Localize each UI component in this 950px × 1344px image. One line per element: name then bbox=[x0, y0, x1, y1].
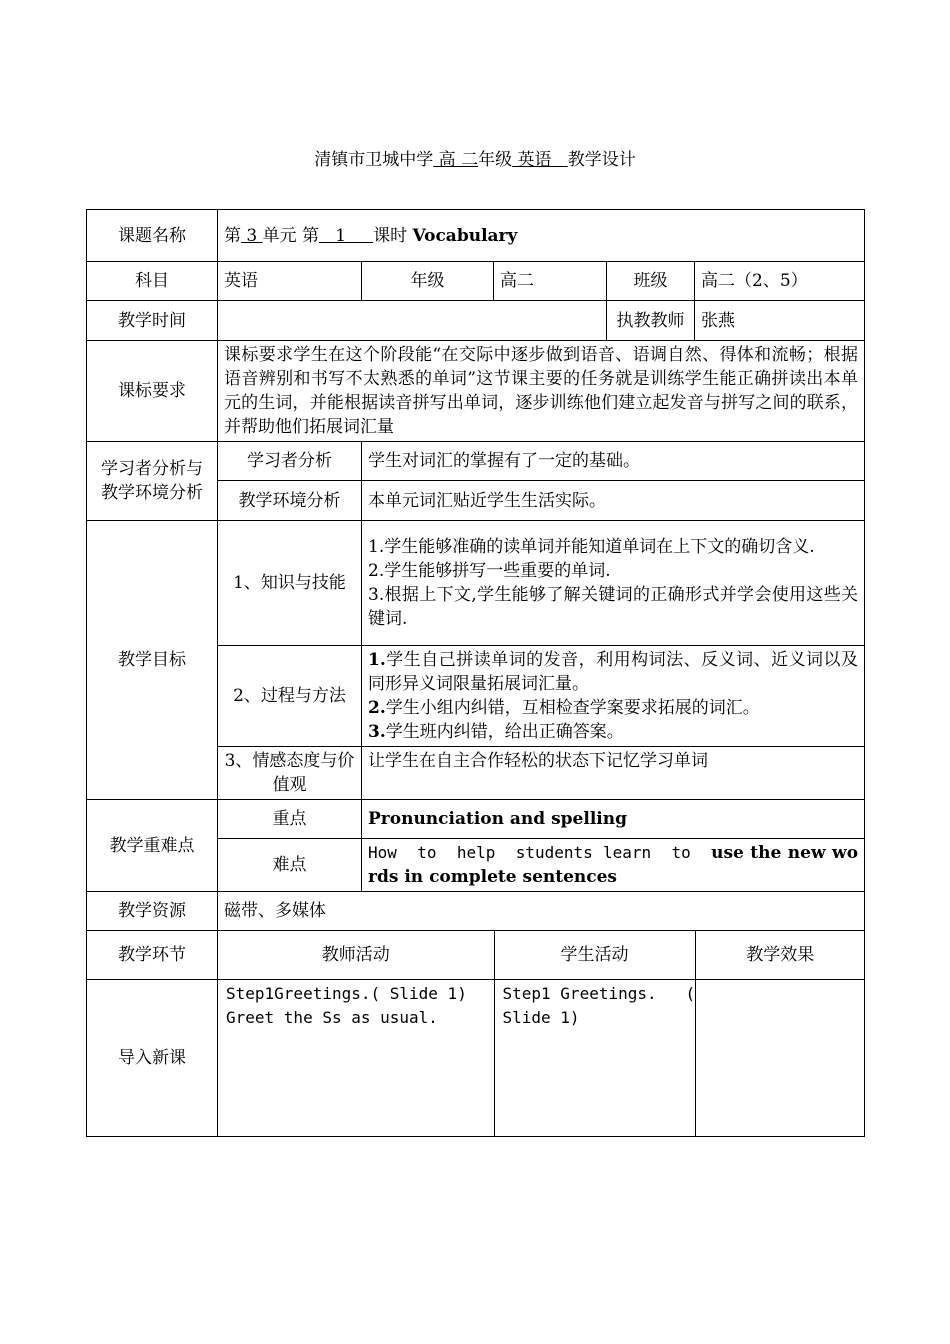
process-line bbox=[368, 696, 858, 720]
process-line-text: 学生小组内纠错，互相检查学案要求拓展的词汇。 bbox=[385, 698, 760, 718]
environment-label: 教学环境分析 bbox=[218, 481, 362, 521]
row-time bbox=[87, 301, 865, 341]
lesson-plan-table bbox=[86, 209, 865, 1137]
knowledge-line: 3.根据上下文,学生能够了解关键词的正确形式并学会使用这些关键词. bbox=[368, 585, 859, 629]
intro-student-activity bbox=[494, 980, 695, 1136]
intro-subtable bbox=[218, 980, 865, 1136]
intro-label: 导入新课 bbox=[87, 980, 218, 1137]
intro-teacher-line: Step1Greetings.( Slide 1) bbox=[226, 984, 467, 1003]
process-num: 3. bbox=[368, 722, 386, 742]
process-line-text: 学生班内纠错，给出正确答案。 bbox=[385, 722, 624, 742]
process-label: 2、过程与方法 bbox=[218, 646, 362, 747]
knowledge-line: 2.学生能够拼写一些重要的单词. bbox=[368, 561, 611, 581]
difficulty-label: 难点 bbox=[218, 839, 362, 892]
learner-label: 学习者分析 bbox=[218, 442, 362, 481]
class-value: 高二（2、5） bbox=[695, 262, 865, 301]
subject-label: 科目 bbox=[87, 262, 218, 301]
row-process-header bbox=[87, 931, 865, 980]
analysis-label: 学习者分析与教学环境分析 bbox=[87, 442, 218, 521]
resources-label: 教学资源 bbox=[87, 892, 218, 931]
time-label: 教学时间 bbox=[87, 301, 218, 341]
key-text: Pronunciation and spelling bbox=[362, 800, 865, 839]
emotion-text: 让学生在自主合作轻松的状态下记忆学习单词 bbox=[362, 747, 865, 800]
environment-text: 本单元词汇贴近学生生活实际。 bbox=[362, 481, 865, 521]
learner-text: 学生对词汇的掌握有了一定的基础。 bbox=[362, 442, 865, 481]
subject-blank: 英语 bbox=[512, 150, 568, 170]
row-topic bbox=[87, 210, 865, 262]
process-num: 2. bbox=[368, 698, 386, 718]
intro-cell bbox=[218, 980, 865, 1137]
unit-number: 3 bbox=[241, 225, 263, 246]
standard-label: 课标要求 bbox=[87, 341, 218, 442]
lesson-name: Vocabulary bbox=[412, 225, 518, 246]
school-name: 清镇市卫城中学 bbox=[314, 150, 434, 170]
row-subject bbox=[87, 262, 865, 301]
intro-teacher-activity bbox=[218, 980, 494, 1136]
subject-value: 英语 bbox=[218, 262, 362, 301]
class-label: 班级 bbox=[607, 262, 695, 301]
difficulty-text bbox=[362, 839, 865, 892]
topic-value bbox=[218, 210, 865, 262]
process-line-text: 学生自己拼读单词的发音，利用构词法、反义词、近义词以及同形异义词限量拓展词汇量。 bbox=[368, 650, 859, 694]
grade-label: 年级 bbox=[362, 262, 494, 301]
student-activity-header: 学生活动 bbox=[494, 931, 695, 979]
teacher-activity-header: 教师活动 bbox=[218, 931, 494, 979]
time-value bbox=[218, 301, 607, 341]
goals-label: 教学目标 bbox=[87, 521, 218, 800]
process-line bbox=[368, 720, 858, 744]
unit-mid: 单元 第 bbox=[262, 225, 320, 246]
emotion-label: 3、情感态度与价值观 bbox=[218, 747, 362, 800]
teacher-value: 张燕 bbox=[695, 301, 865, 341]
process-step-label: 教学环节 bbox=[87, 931, 218, 980]
effect-header: 教学效果 bbox=[746, 945, 815, 965]
lesson-number: 1 bbox=[319, 225, 374, 246]
teacher-label: 执教教师 bbox=[607, 301, 695, 341]
intro-effect bbox=[695, 980, 865, 1136]
lesson-post: 课时 bbox=[373, 225, 413, 246]
intro-student-line: Slide 1) bbox=[502, 1008, 580, 1027]
row-standard bbox=[87, 341, 865, 442]
row-intro bbox=[87, 980, 865, 1137]
process-num: 1. bbox=[368, 650, 386, 670]
row-resources bbox=[87, 892, 865, 931]
grade-suffix: 年级 bbox=[478, 150, 513, 170]
difficulty-mono: How to help students learn to bbox=[368, 843, 712, 862]
title-suffix: 教学设计 bbox=[567, 150, 636, 170]
grade-value: 高二 bbox=[494, 262, 607, 301]
key-label: 重点 bbox=[218, 800, 362, 839]
process-text bbox=[362, 646, 865, 747]
document-title bbox=[0, 145, 950, 170]
row-learner bbox=[87, 442, 865, 481]
standard-text: 课标要求学生在这个阶段能“在交际中逐步做到语音、语调自然、得体和流畅；根据语音辨别和书写不太熟悉的单词”这节课主要的任务就是训练学生能正确拼读出本单元的生词，并能根据读音拼写出单词，逐步训练他们建立起发音与拼写之间的联系，并帮助他们拓展词汇量 bbox=[218, 341, 865, 442]
intro-student-line: Step1 Greetings. ( bbox=[502, 984, 696, 1003]
process-header-cell bbox=[218, 931, 865, 980]
keypoints-label: 教学重难点 bbox=[87, 800, 218, 892]
row-goal-knowledge bbox=[87, 521, 865, 646]
difficulty-bold: use the new words in complete sentences bbox=[368, 843, 859, 887]
resources-text: 磁带、多媒体 bbox=[218, 892, 865, 931]
process-line bbox=[368, 648, 858, 696]
intro-teacher-line: Greet the Ss as usual. bbox=[226, 1008, 438, 1027]
knowledge-label: 1、知识与技能 bbox=[218, 521, 362, 646]
unit-prefix: 第 bbox=[224, 225, 241, 246]
knowledge-line: 1.学生能够准确的读单词并能知道单词在上下文的确切含义. bbox=[368, 537, 815, 557]
row-key-point bbox=[87, 800, 865, 839]
grade-blank: 高 二 bbox=[433, 150, 479, 170]
knowledge-text bbox=[362, 521, 865, 646]
process-header-subtable bbox=[218, 931, 865, 979]
topic-label: 课题名称 bbox=[87, 210, 218, 262]
